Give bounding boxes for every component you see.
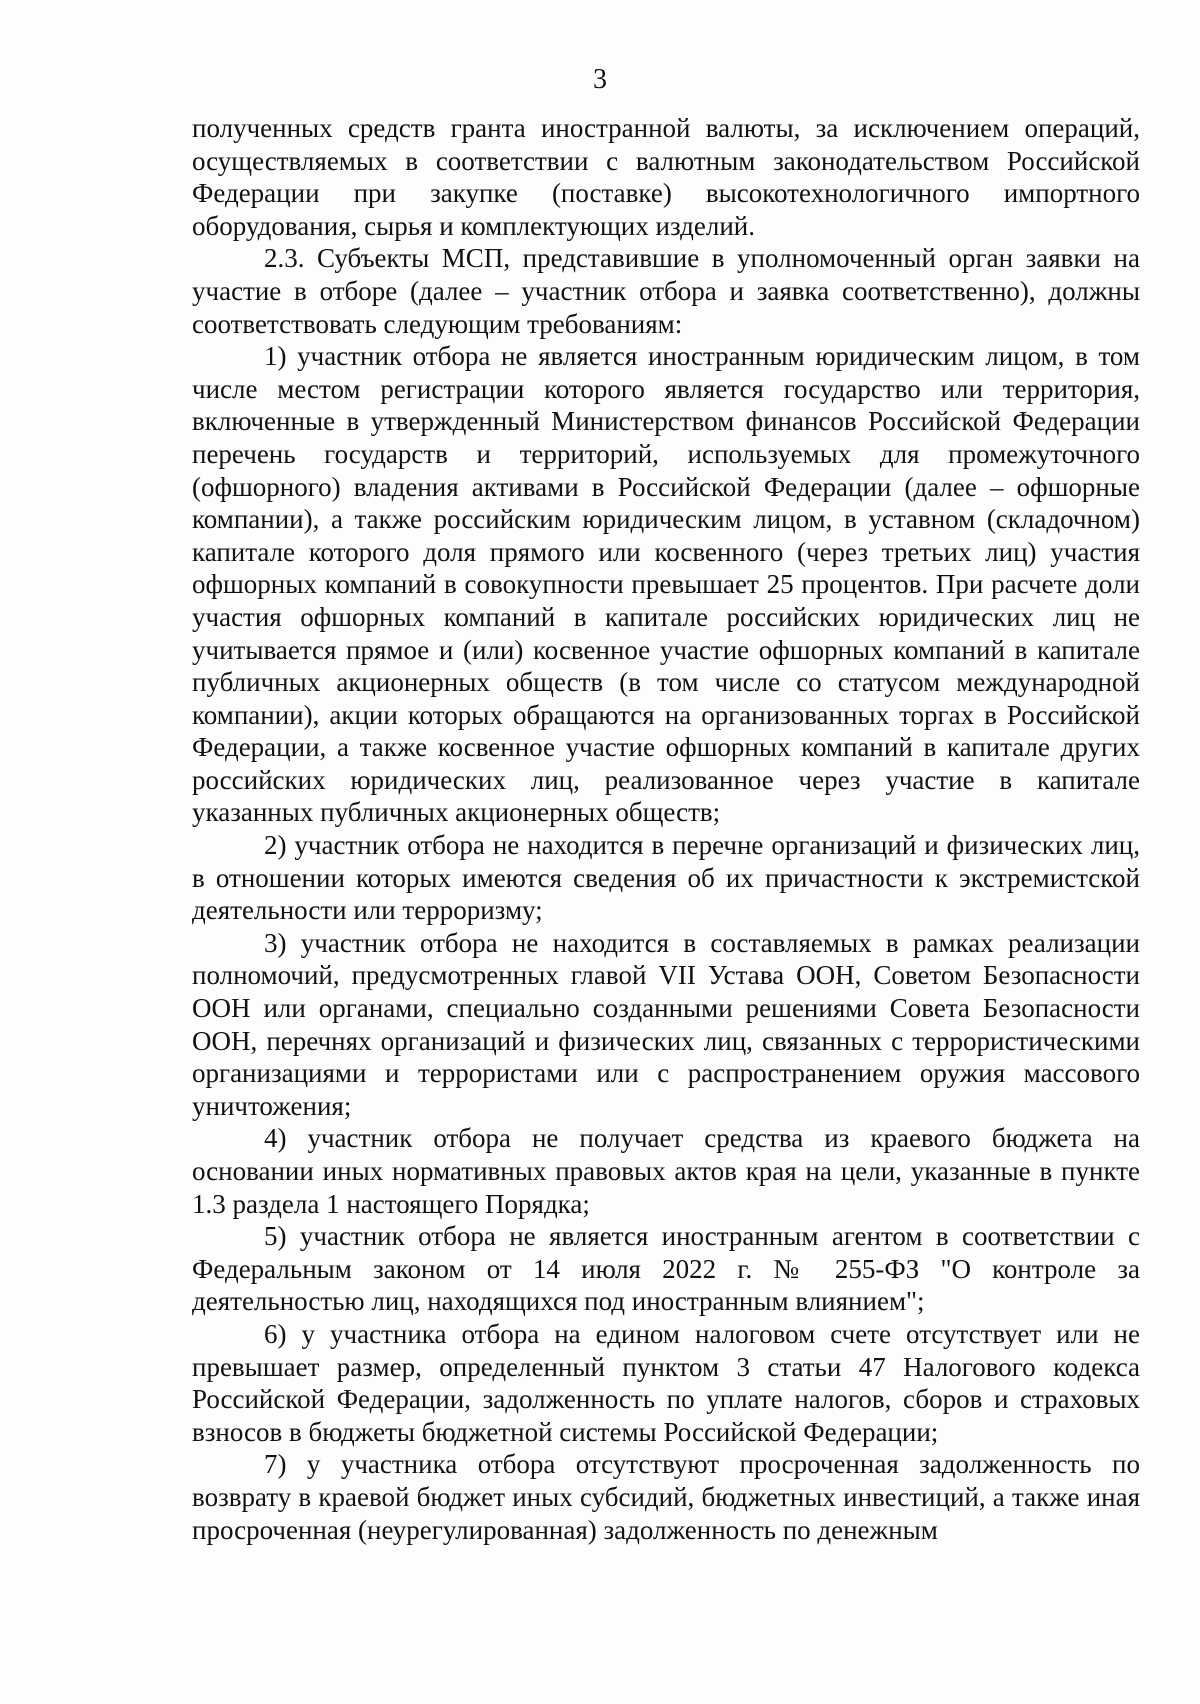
- list-item-7: 7) у участника отбора отсутствуют просроченная задолженность по возврату в краевой бюджет иных субсидий, бюджетных инвестиций, а также иная просроченная (неурегулированная) задолженность по денежным: [192, 1449, 1140, 1545]
- list-item-4: 4) участник отбора не получает средства из краевого бюджета на основании иных нормативных правовых актов края на цели, указанные в пункте 1.3 раздела 1 настоящего Порядка;: [192, 1123, 1140, 1219]
- document-body: [192, 112, 1140, 1546]
- list-item-6: 6) у участника отбора на едином налоговом счете отсутствует или не превышает размер, определенный пунктом 3 статьи 47 Налогового кодекса Российской Федерации, задолженность по уплате налогов, сборов и страховых взносов в бюджеты бюджетной системы Российской Федерации;: [192, 1318, 1140, 1447]
- paragraph-2-3: 2.3. Субъекты МСП, представившие в уполномоченный орган заявки на участие в отборе (далее – участник отбора и заявка соответственно), должны соответствовать следующим требованиям:: [192, 243, 1140, 339]
- list-item-2: 2) участник отбора не находится в перечне организаций и физических лиц, в отношении которых имеются сведения об их причастности к экстремистской деятельности или терроризму;: [192, 830, 1140, 926]
- list-item-5: 5) участник отбора не является иностранным агентом в соответствии с Федеральным законом от 14 июля 2022 г. № 255-ФЗ "О контроле за деятельностью лиц, находящихся под иностранным влиянием";: [192, 1221, 1140, 1317]
- paragraph-continuation: полученных средств гранта иностранной валюты, за исключением операций, осуществляемых в соответствии с валютным законодательством Российской Федерации при закупке (поставке) высокотехнологичного импортного оборудования, сырья и комплектующих изделий.: [192, 113, 1140, 241]
- page-number: 3: [593, 64, 607, 95]
- list-item-3: 3) участник отбора не находится в составляемых в рамках реализации полномочий, предусмотренных главой VII Устава ООН, Советом Безопасности ООН или органами, специально созданными решениями Совета Безопасности ООН, перечнях организаций и физических лиц, связанных с террористическими организациями и террористами или с распространением оружия массового уничтожения;: [192, 927, 1140, 1121]
- list-item-1: 1) участник отбора не является иностранным юридическим лицом, в том числе местом регистрации которого является государство или территория, включенные в утвержденный Министерством финансов Российской Федерации перечень государств и территорий, используемых для промежуточного (офшорного) владения активами в Российской Федерации (далее – офшорные компании), а также российским юридическим лицом, в уставном (складочном) капитале которого доля прямого или косвенного (через третьих лиц) участия офшорных компаний в совокупности превышает 25 процентов. При расчете доли участия офшорных компаний в капитале российских юридических лиц не учитывается прямое и (или) косвенное участие офшорных компаний в капитале публичных акционерных обществ (в том числе со статусом международной компании), акции которых обращаются на организованных торгах в Российской Федерации, а также косвенное участие офшорных компаний в капитале других российских юридических лиц, реализованное через участие в капитале указанных публичных акционерных обществ;: [192, 341, 1140, 828]
